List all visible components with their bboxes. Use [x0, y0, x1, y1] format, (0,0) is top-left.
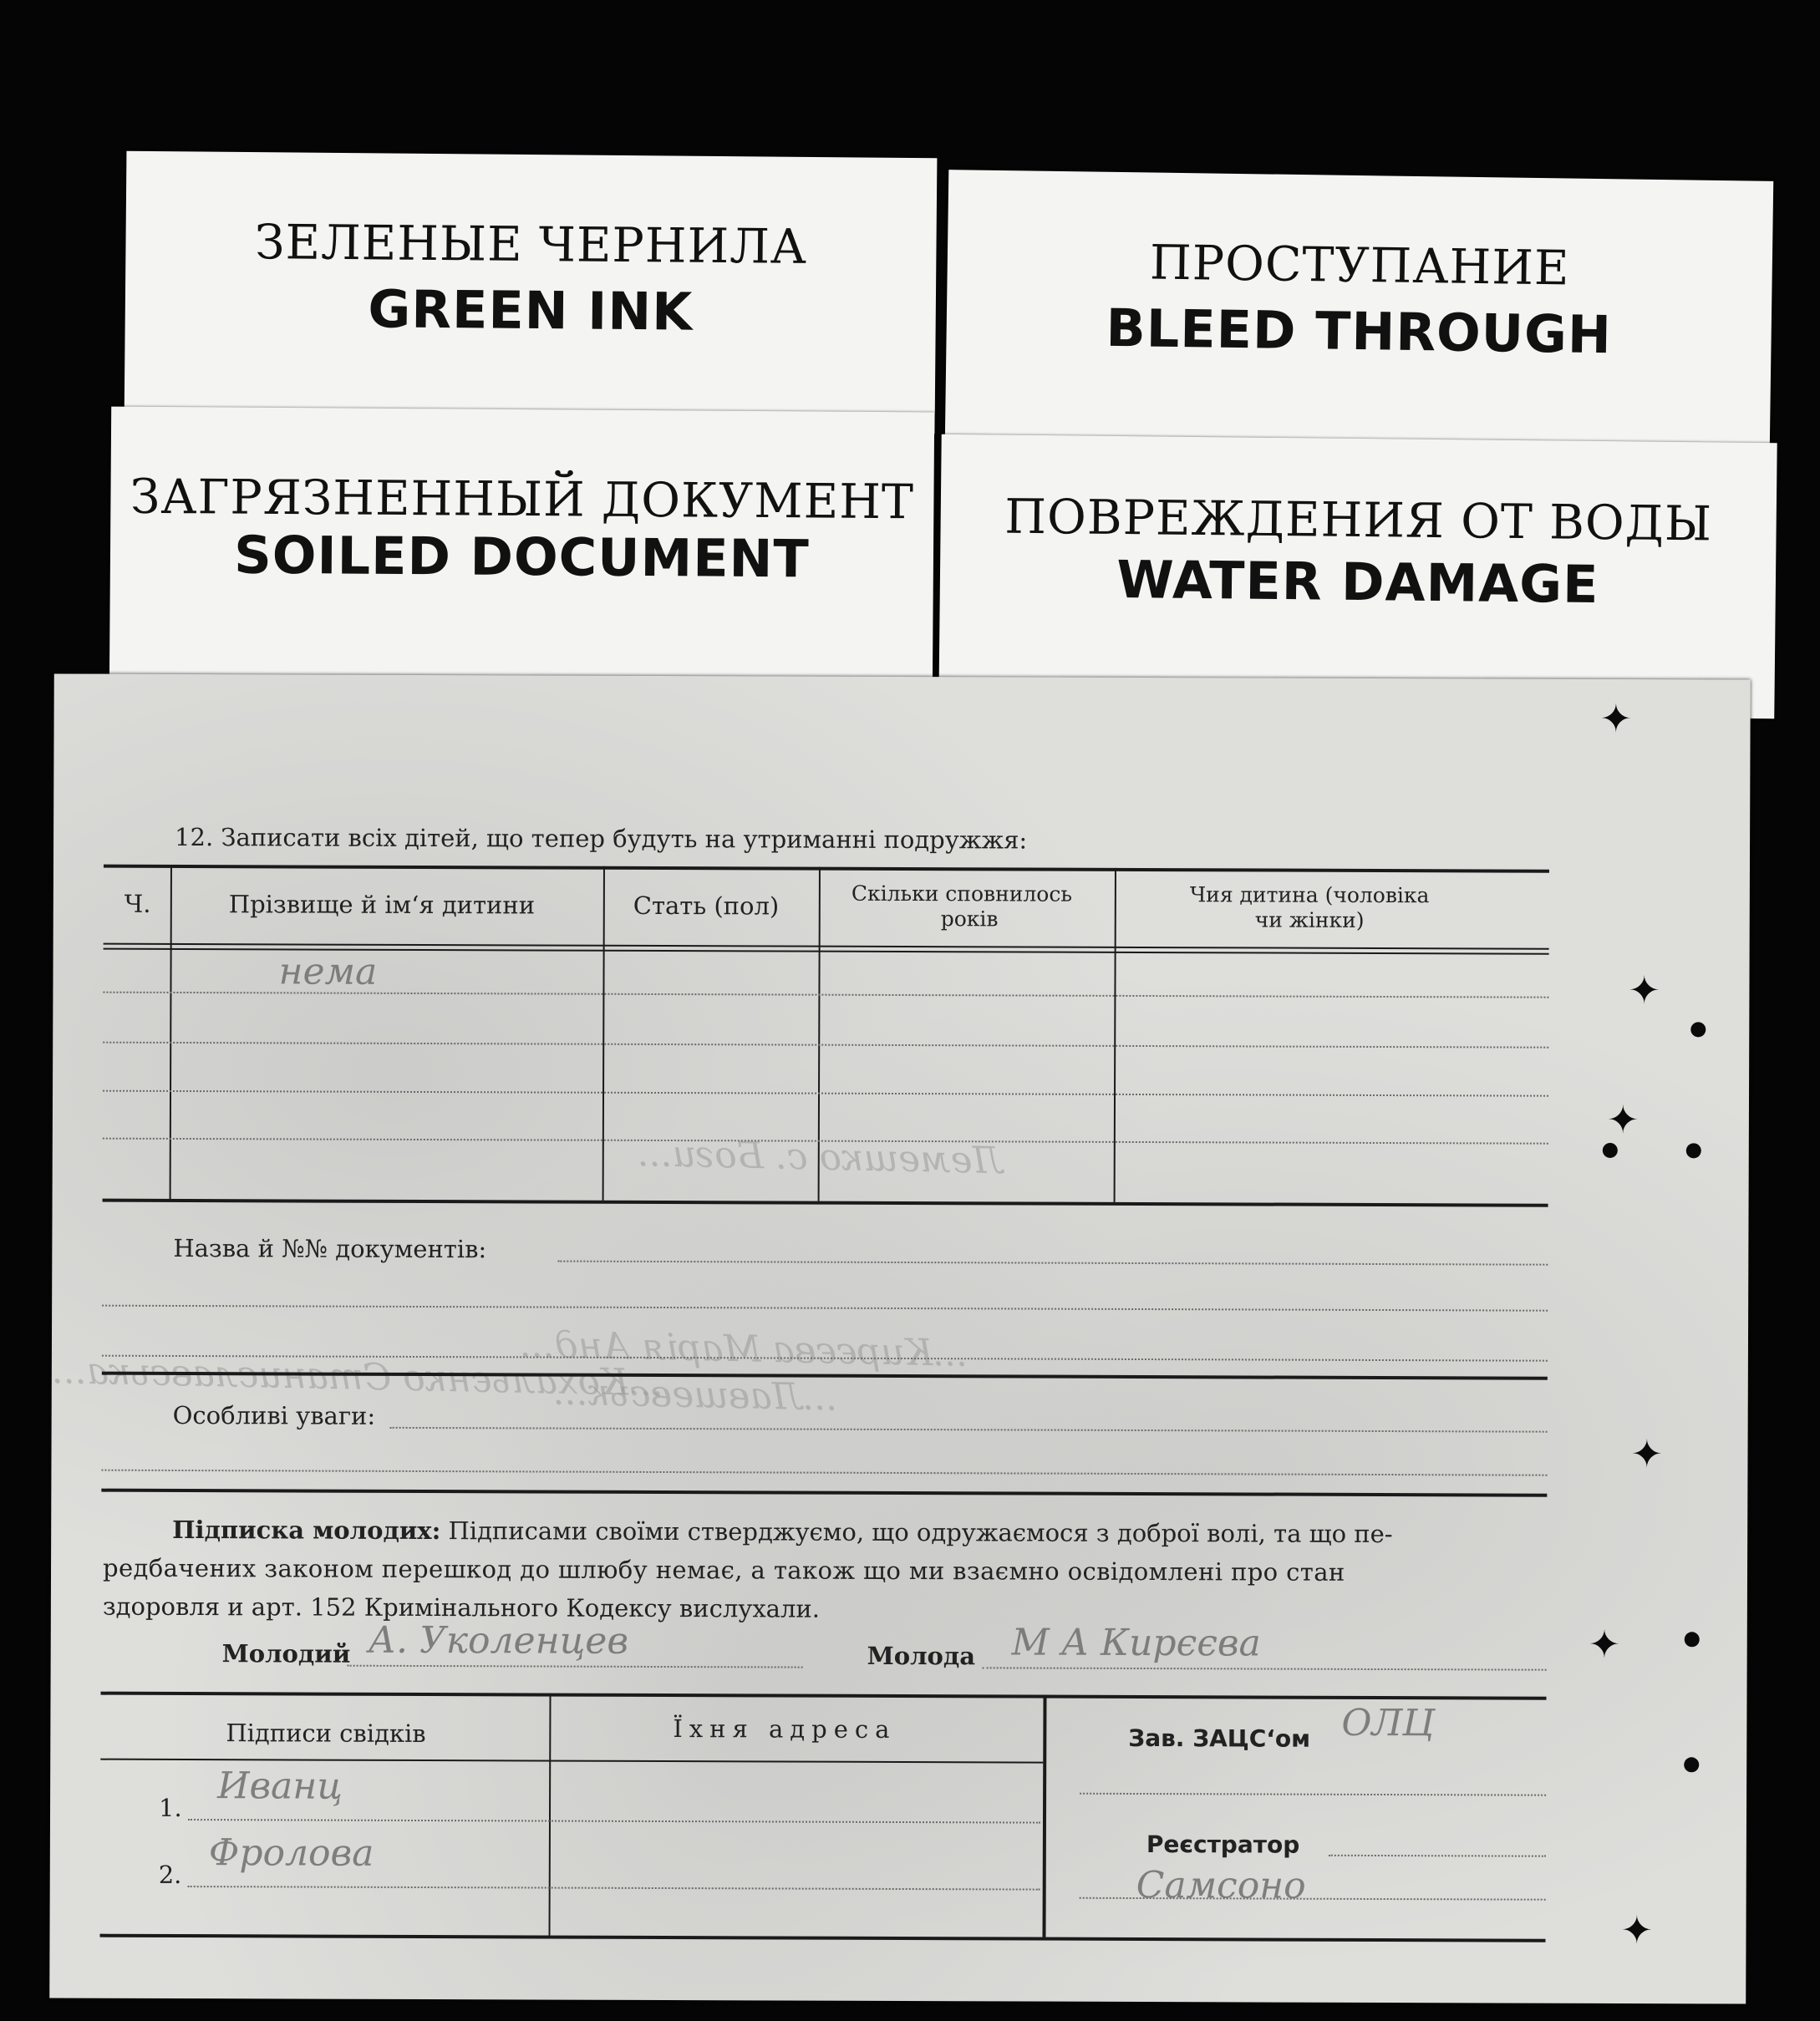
bleed-through-handwriting: ...Кирєєва Марія Анд... — [519, 1323, 968, 1375]
label-ru: ПРОСТУПАНИЕ — [1149, 235, 1570, 297]
table-col-divider — [1114, 868, 1116, 1202]
label-card-green-ink — [125, 151, 938, 434]
documents-label: Назва й №№ документів: — [173, 1233, 487, 1264]
marriage-record-form — [49, 673, 1751, 2003]
pledge-line-2: редбачених законом перешкод до шлюбу немає, а також що ми взаємно освідомлені про стан — [102, 1553, 1345, 1587]
witness-col-divider — [549, 1693, 552, 1936]
col-sex-header: Стать (пол) — [633, 891, 780, 921]
label-card-water-damage — [938, 434, 1777, 719]
registrar-signature: Самсоно — [1136, 1863, 1306, 1907]
address-header: Їхня адреса — [673, 1714, 897, 1744]
documents-dotted-line — [102, 1305, 1548, 1312]
table-top-rule — [104, 865, 1549, 873]
label-card-bleed-through — [945, 170, 1774, 457]
punch-hole-icon — [1690, 1022, 1706, 1037]
zags-head-label: Зав. ЗАЦС‘ом — [1128, 1724, 1311, 1753]
punch-hole-icon: ✦ — [1620, 1907, 1654, 1953]
bride-signature: М А Кирєєва — [1011, 1621, 1261, 1665]
punch-hole-icon — [1686, 1143, 1701, 1158]
label-en: WATER DAMAGE — [1116, 548, 1599, 616]
notes-label: Особливі уваги: — [172, 1400, 376, 1430]
groom-label: Молодий — [221, 1639, 351, 1668]
handwritten-name-cell: нема — [278, 950, 378, 993]
label-ru: ПОВРЕЖДЕНИЯ ОТ ВОДЫ — [1004, 489, 1713, 552]
bleed-through-handwriting: ...Кохальєнко Станиславська... — [51, 1349, 664, 1405]
groom-signature: А. Уколенцев — [368, 1618, 629, 1663]
pledge-bold-label: Підписка молодих: — [172, 1515, 441, 1546]
pledge-text-1: Підписами своїми стверджуємо, що одружаємося з доброї волі, та що пе- — [448, 1516, 1393, 1549]
witness-header: Підписи свідків — [226, 1719, 426, 1749]
punch-hole-icon: ✦ — [1599, 695, 1633, 742]
section-12-title: 12. Записати всіх дітей, що тепер будуть на утриманні подружжя: — [175, 822, 1028, 855]
witness-dotted-line — [188, 1819, 1040, 1824]
witness-col-divider — [1043, 1695, 1047, 1937]
punch-hole-icon: ✦ — [1588, 1621, 1621, 1668]
label-ru: ЗАГРЯЗНЕННЫЙ ДОКУМЕНТ — [130, 469, 915, 531]
table-dotted-row — [103, 1042, 1548, 1049]
registrar-dotted-line — [1329, 1855, 1546, 1857]
col-name-header: Прізвище й ім‘я дитини — [228, 890, 536, 920]
groom-dotted-line — [348, 1665, 803, 1668]
label-ru: ЗЕЛЕНЫЕ ЧЕРНИЛА — [254, 215, 808, 275]
label-card-soiled-document — [109, 407, 934, 701]
section-rule — [101, 1489, 1547, 1497]
notes-dotted-line — [390, 1427, 1548, 1433]
punch-hole-icon: ✦ — [1606, 1096, 1640, 1143]
punch-hole-icon — [1685, 1632, 1700, 1647]
witness-row-1: 1. — [158, 1793, 182, 1823]
bleed-through-handwriting: Лемешко с. Боги... — [637, 1132, 1004, 1183]
form-bottom-rule — [99, 1934, 1545, 1942]
pledge-line-3: здоровля и арт. 152 Кримінального Кодексу вислухали. — [102, 1592, 821, 1623]
col-number-header: Ч. — [124, 889, 151, 918]
bride-dotted-line — [983, 1667, 1547, 1670]
label-en: BLEED THROUGH — [1106, 297, 1613, 366]
witness-header-rule — [100, 1759, 1043, 1764]
witness-row-2: 2. — [158, 1860, 182, 1890]
zags-dotted-line — [1080, 1793, 1546, 1796]
table-col-divider — [602, 866, 605, 1201]
pledge-line-1 — [172, 1516, 1393, 1548]
punch-hole-icon: ✦ — [1630, 1431, 1664, 1477]
punch-hole-icon: ✦ — [1628, 967, 1661, 1013]
col-age-header-2: років — [940, 906, 999, 932]
label-en: GREEN INK — [368, 278, 694, 343]
notes-dotted-line — [101, 1470, 1547, 1476]
table-col-divider — [170, 865, 172, 1199]
witness-1-signature: Иванц — [217, 1765, 343, 1808]
witness-table-top-rule — [101, 1692, 1547, 1700]
zags-signature: ОЛЦ — [1341, 1701, 1435, 1745]
table-bottom-rule — [103, 1199, 1548, 1207]
registrar-label: Реєстратор — [1146, 1831, 1300, 1859]
bride-label: Молода — [867, 1641, 976, 1671]
col-whose-header-2: чи жінки) — [1254, 907, 1365, 932]
label-en: SOILED DOCUMENT — [233, 524, 811, 590]
table-dotted-row — [103, 1090, 1548, 1097]
documents-dotted-line — [557, 1261, 1548, 1266]
col-age-header: Скільки сповнилось — [851, 881, 1073, 906]
punch-hole-icon — [1603, 1143, 1618, 1158]
bleed-through-handwriting: ...Лавшевськ... — [552, 1370, 838, 1419]
col-whose-header: Чия дитина (чоловіка — [1189, 882, 1430, 908]
witness-dotted-line — [188, 1886, 1040, 1891]
punch-hole-icon — [1684, 1757, 1699, 1772]
witness-2-signature: Фролова — [208, 1831, 374, 1875]
